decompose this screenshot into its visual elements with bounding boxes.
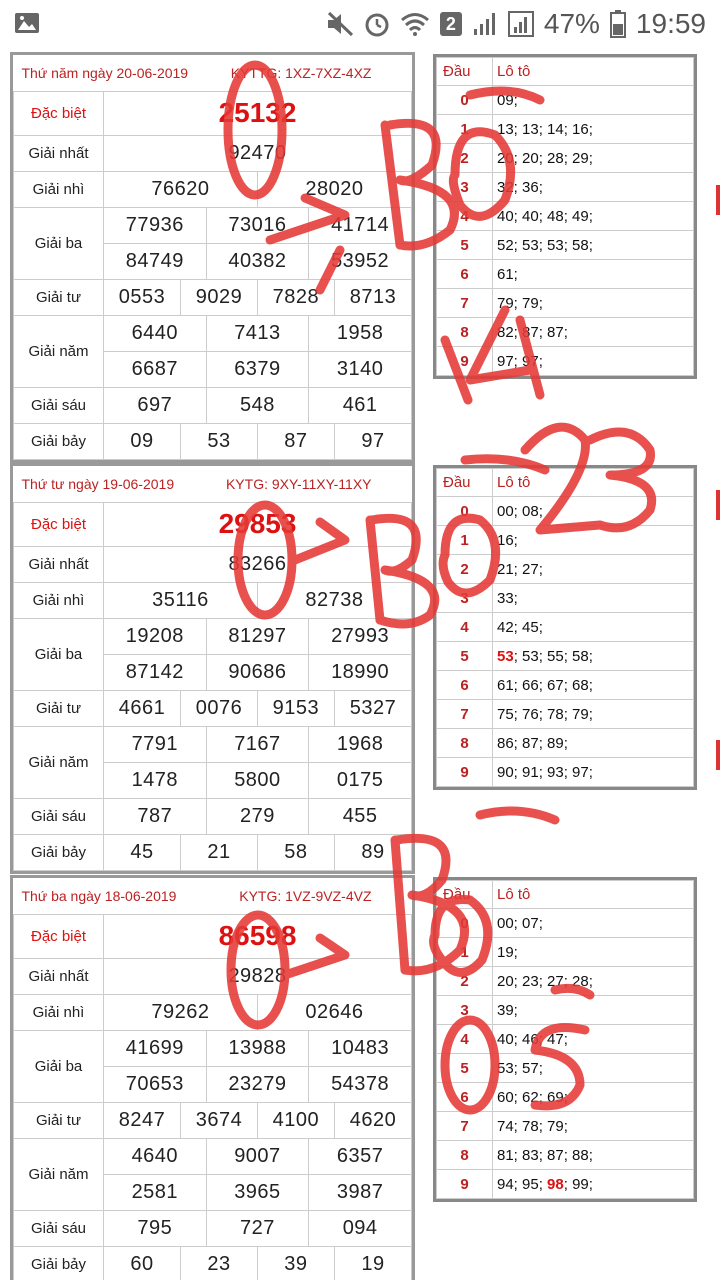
prize-number: 81297 [206, 618, 309, 654]
prize-number: 92470 [104, 135, 412, 171]
result-table [10, 463, 415, 874]
loto-dau: 2 [437, 967, 493, 996]
draw-header[interactable] [14, 466, 412, 502]
prize-number: 8247 [104, 1102, 181, 1138]
loto-values: 39; [497, 1001, 518, 1019]
loto-dau: 7 [437, 289, 493, 318]
prize-number: 1958 [309, 315, 412, 351]
prize-number: 548 [206, 387, 309, 423]
loto-row [437, 144, 694, 173]
battery-icon [610, 10, 626, 38]
prize-number: 18990 [309, 654, 412, 690]
prize-label: Giải ba [14, 1030, 104, 1102]
prize-number: 02646 [257, 994, 411, 1030]
prize-number: 97 [334, 423, 411, 459]
loto-hot: 98 [547, 1175, 564, 1193]
loto-head-lo: Lô tô [493, 881, 694, 909]
prize-number: 39 [257, 1246, 334, 1280]
prize-number: 3965 [206, 1174, 309, 1210]
prize-number: 87142 [104, 654, 207, 690]
loto-values: ; 53; 55; 58; [513, 647, 593, 665]
prize-label: Giải ba [14, 207, 104, 279]
loto-dau: 2 [437, 144, 493, 173]
prize-number: 82738 [257, 582, 411, 618]
loto-values: 40; 40; 48; 49; [497, 207, 593, 225]
prize-number: 76620 [104, 171, 258, 207]
loto-dau: 8 [437, 729, 493, 758]
signal-icon [472, 11, 498, 37]
loto-values: 75; 76; 78; 79; [497, 705, 593, 723]
loto-dau: 5 [437, 642, 493, 671]
loto-table [433, 465, 697, 790]
prize-number: 2581 [104, 1174, 207, 1210]
loto-head-dau: Đầu [437, 881, 493, 909]
prize-number: 6687 [104, 351, 207, 387]
loto-row [437, 967, 694, 996]
prize-number: 094 [309, 1210, 412, 1246]
loto-values: 32; 36; [497, 178, 543, 196]
loto-row [437, 526, 694, 555]
prize-label: Giải sáu [14, 798, 104, 834]
loto-row [437, 938, 694, 967]
loto-dau: 5 [437, 231, 493, 260]
loto-row [437, 347, 694, 376]
prize-label: Giải ba [14, 618, 104, 690]
loto-row [437, 1112, 694, 1141]
prize-label: Giải nhì [14, 582, 104, 618]
loto-values: 20; 23; 27; 28; [497, 972, 593, 990]
loto-values: 42; 45; [497, 618, 543, 636]
loto-dau: 4 [437, 613, 493, 642]
loto-row [437, 700, 694, 729]
loto-row [437, 1054, 694, 1083]
prize-label: Giải nhất [14, 135, 104, 171]
loto-values: 19; [497, 943, 518, 961]
prize-number: 87 [257, 423, 334, 459]
loto-row [437, 260, 694, 289]
prize-number: 28020 [257, 171, 411, 207]
status-bar [0, 0, 720, 48]
loto-row [437, 1141, 694, 1170]
draw-date[interactable]: Thứ tư ngày 19-06-2019 [21, 475, 175, 492]
loto-dau: 6 [437, 260, 493, 289]
loto-values: 53; 57; [497, 1059, 543, 1077]
signal-icon-2 [508, 11, 534, 37]
loto-values: 86; 87; 89; [497, 734, 568, 752]
loto-values: 61; 66; 67; 68; [497, 676, 593, 694]
loto-values: 00; 07; [497, 914, 543, 932]
prize-number: 45 [104, 834, 181, 870]
loto-dau: 9 [437, 1170, 493, 1199]
loto-dau: 3 [437, 584, 493, 613]
loto-values: 79; 79; [497, 294, 543, 312]
prize-number: 84749 [104, 243, 207, 279]
alarm-icon [364, 11, 390, 37]
prize-number: 3987 [309, 1174, 412, 1210]
loto-row [437, 497, 694, 526]
prize-label: Giải nhất [14, 546, 104, 582]
draw-code: KYTG: 9XY-11XY-11XY [225, 475, 372, 492]
prize-number: 53 [180, 423, 257, 459]
prize-number: 5800 [206, 762, 309, 798]
prize-number: 27993 [309, 618, 412, 654]
prize-number: 19208 [104, 618, 207, 654]
prize-label: Giải tư [14, 690, 104, 726]
draw-code: KYTTG: 1XZ-7XZ-4XZ [230, 64, 372, 81]
prize-label: Giải bảy [14, 423, 104, 459]
loto-values: 60; 62; 69; [497, 1088, 568, 1106]
prize-number: 10483 [309, 1030, 412, 1066]
prize-number: 29828 [104, 958, 412, 994]
loto-hot: 53 [497, 647, 514, 665]
prize-number: 697 [104, 387, 207, 423]
loto-dau: 7 [437, 1112, 493, 1141]
prize-number: 4620 [334, 1102, 411, 1138]
prize-label: Đặc biệt [14, 914, 104, 958]
prize-number: 40382 [206, 243, 309, 279]
loto-dau: 0 [437, 86, 493, 115]
prize-number: 77936 [104, 207, 207, 243]
prize-number: 41714 [309, 207, 412, 243]
prize-number: 0175 [309, 762, 412, 798]
loto-dau: 0 [437, 497, 493, 526]
loto-values: 13; 13; 14; 16; [497, 120, 593, 138]
loto-values: 52; 53; 53; 58; [497, 236, 593, 254]
loto-row [437, 231, 694, 260]
prize-number: 7828 [257, 279, 334, 315]
loto-head-dau: Đầu [437, 469, 493, 497]
loto-values: 16; [497, 531, 518, 549]
prize-number: 3140 [309, 351, 412, 387]
prize-number: 0553 [104, 279, 181, 315]
loto-values-post: ; 99; [563, 1175, 593, 1193]
loto-row [437, 584, 694, 613]
prize-number: 29853 [104, 502, 412, 546]
prize-number: 4100 [257, 1102, 334, 1138]
loto-row [437, 1170, 694, 1199]
prize-number: 54378 [309, 1066, 412, 1102]
loto-values: 09; [497, 91, 518, 109]
prize-number: 6357 [309, 1138, 412, 1174]
loto-row [437, 613, 694, 642]
loto-table [433, 54, 697, 379]
loto-values: 94; 95; [497, 1175, 548, 1193]
side-marker [716, 740, 720, 770]
prize-label: Đặc biệt [14, 502, 104, 546]
battery-percent: 47% [543, 8, 600, 39]
image-icon [14, 12, 40, 34]
prize-number: 461 [309, 387, 412, 423]
prize-number: 9153 [257, 690, 334, 726]
loto-dau: 7 [437, 700, 493, 729]
loto-row [437, 1025, 694, 1054]
loto-row [437, 289, 694, 318]
side-marker [716, 185, 720, 215]
prize-number: 7167 [206, 726, 309, 762]
prize-number: 70653 [104, 1066, 207, 1102]
prize-number: 13988 [206, 1030, 309, 1066]
prize-label: Giải bảy [14, 834, 104, 870]
prize-number: 1478 [104, 762, 207, 798]
prize-number: 9007 [206, 1138, 309, 1174]
prize-number: 8713 [334, 279, 411, 315]
loto-dau: 1 [437, 938, 493, 967]
prize-label: Đặc biệt [14, 91, 104, 135]
prize-number: 4661 [104, 690, 181, 726]
side-marker [716, 490, 720, 520]
loto-values: 40; 46; 47; [497, 1030, 568, 1048]
loto-row [437, 1083, 694, 1112]
loto-dau: 2 [437, 555, 493, 584]
prize-number: 7791 [104, 726, 207, 762]
prize-number: 23279 [206, 1066, 309, 1102]
loto-row [437, 115, 694, 144]
loto-row [437, 202, 694, 231]
prize-number: 86598 [104, 914, 412, 958]
loto-values: 97; 97; [497, 352, 543, 370]
prize-number: 90686 [206, 654, 309, 690]
loto-row [437, 758, 694, 787]
loto-table [433, 877, 697, 1202]
loto-dau: 9 [437, 347, 493, 376]
loto-row [437, 909, 694, 938]
prize-number: 1968 [309, 726, 412, 762]
loto-values: 61; [497, 265, 518, 283]
loto-values: 74; 78; 79; [497, 1117, 568, 1135]
prize-number: 0076 [180, 690, 257, 726]
draw-code: KYTG: 1VZ-9VZ-4VZ [239, 887, 372, 904]
prize-number: 19 [334, 1246, 411, 1280]
loto-dau: 4 [437, 1025, 493, 1054]
prize-number: 3674 [180, 1102, 257, 1138]
prize-number: 787 [104, 798, 207, 834]
loto-row [437, 996, 694, 1025]
prize-number: 727 [206, 1210, 309, 1246]
prize-number: 58 [257, 834, 334, 870]
draw-date[interactable]: Thứ ba ngày 18-06-2019 [21, 887, 177, 904]
clock: 19:59 [635, 8, 706, 39]
loto-dau: 6 [437, 671, 493, 700]
prize-number: 53952 [309, 243, 412, 279]
prize-number: 7413 [206, 315, 309, 351]
loto-head-lo: Lô tô [493, 58, 694, 86]
prize-number: 73016 [206, 207, 309, 243]
prize-number: 09 [104, 423, 181, 459]
prize-label: Giải nhì [14, 171, 104, 207]
loto-values: 82; 87; 87; [497, 323, 568, 341]
prize-label: Giải nhất [14, 958, 104, 994]
loto-dau: 3 [437, 173, 493, 202]
loto-dau: 0 [437, 909, 493, 938]
loto-values: 00; 08; [497, 502, 543, 520]
prize-number: 35116 [104, 582, 258, 618]
loto-dau: 1 [437, 526, 493, 555]
prize-number: 23 [180, 1246, 257, 1280]
loto-row [437, 173, 694, 202]
prize-number: 9029 [180, 279, 257, 315]
prize-label: Giải sáu [14, 387, 104, 423]
loto-values: 90; 91; 93; 97; [497, 763, 593, 781]
prize-number: 89 [334, 834, 411, 870]
prize-label: Giải sáu [14, 1210, 104, 1246]
loto-dau: 9 [437, 758, 493, 787]
loto-row [437, 642, 694, 671]
prize-label: Giải năm [14, 1138, 104, 1210]
result-table [10, 875, 415, 1280]
loto-head-dau: Đầu [437, 58, 493, 86]
prize-label: Giải năm [14, 726, 104, 798]
mute-icon [326, 11, 354, 37]
loto-values: 81; 83; 87; 88; [497, 1146, 593, 1164]
prize-number: 41699 [104, 1030, 207, 1066]
loto-dau: 3 [437, 996, 493, 1025]
loto-dau: 1 [437, 115, 493, 144]
prize-label: Giải bảy [14, 1246, 104, 1280]
prize-label: Giải tư [14, 279, 104, 315]
loto-row [437, 318, 694, 347]
prize-label: Giải nhì [14, 994, 104, 1030]
prize-number: 795 [104, 1210, 207, 1246]
prize-label: Giải năm [14, 315, 104, 387]
loto-row [437, 729, 694, 758]
prize-number: 6440 [104, 315, 207, 351]
draw-header[interactable] [14, 878, 412, 914]
draw-header[interactable] [14, 55, 412, 91]
loto-row [437, 671, 694, 700]
prize-number: 60 [104, 1246, 181, 1280]
prize-number: 79262 [104, 994, 258, 1030]
sim-badge: 2 [440, 12, 462, 36]
result-table [10, 52, 415, 463]
loto-dau: 5 [437, 1054, 493, 1083]
loto-dau: 6 [437, 1083, 493, 1112]
loto-dau: 4 [437, 202, 493, 231]
draw-date[interactable]: Thứ năm ngày 20-06-2019 [21, 64, 189, 81]
prize-number: 279 [206, 798, 309, 834]
wifi-icon [400, 12, 430, 36]
prize-number: 21 [180, 834, 257, 870]
prize-number: 83266 [104, 546, 412, 582]
loto-values: 20; 20; 28; 29; [497, 149, 593, 167]
prize-number: 4640 [104, 1138, 207, 1174]
prize-label: Giải tư [14, 1102, 104, 1138]
loto-dau: 8 [437, 1141, 493, 1170]
prize-number: 455 [309, 798, 412, 834]
loto-dau: 8 [437, 318, 493, 347]
prize-number: 5327 [334, 690, 411, 726]
loto-head-lo: Lô tô [493, 469, 694, 497]
loto-row [437, 86, 694, 115]
prize-number: 25132 [104, 91, 412, 135]
loto-row [437, 555, 694, 584]
loto-values: 33; [497, 589, 518, 607]
prize-number: 6379 [206, 351, 309, 387]
loto-values: 21; 27; [497, 560, 543, 578]
